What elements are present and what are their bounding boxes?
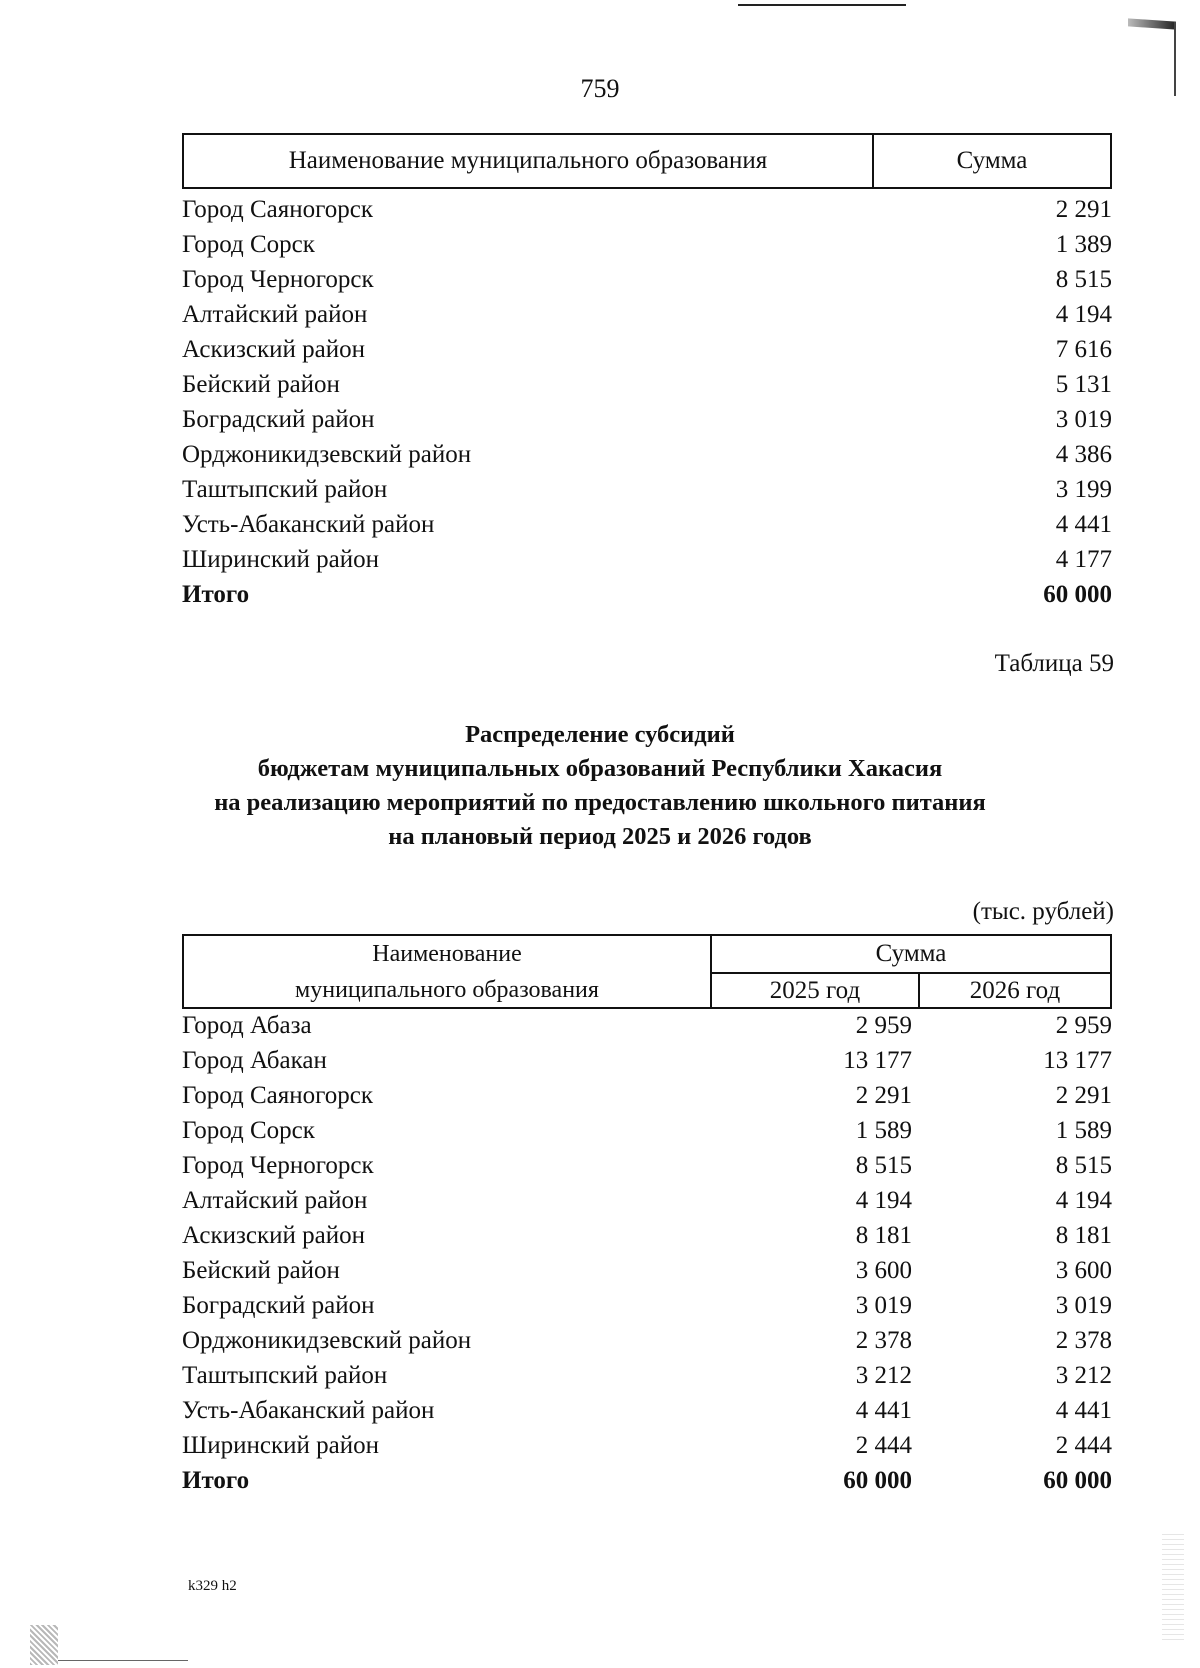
- title-line: на реализацию мероприятий по предоставлению школьного питания: [214, 789, 986, 816]
- amount-2026: 3 600: [1055, 1256, 1112, 1284]
- footer-code: k329 h2: [188, 1578, 237, 1594]
- municipality-name: Город Сорск: [182, 1116, 315, 1144]
- table-row: [182, 1358, 1112, 1393]
- table-row: [182, 472, 1112, 507]
- title-line: бюджетам муниципальных образований Республики Хакасия: [257, 755, 943, 782]
- amount-2025: 2 959: [855, 1011, 912, 1039]
- amount-2026: 4 194: [1055, 1186, 1112, 1214]
- table-row: [182, 1323, 1112, 1358]
- table-row: [182, 332, 1112, 367]
- amount-2025: 3 019: [855, 1291, 912, 1319]
- municipality-name: Боградский район: [182, 1291, 375, 1319]
- table-row: [182, 1008, 1112, 1043]
- table-row: [182, 367, 1112, 402]
- bottom-rule: [58, 1660, 188, 1661]
- amount-2026: 2 291: [1055, 1081, 1112, 1109]
- table-row: [182, 1218, 1112, 1253]
- amount-2025: 3 212: [855, 1361, 912, 1389]
- total-label: Итого: [182, 580, 250, 608]
- total-value: 60 000: [1043, 580, 1112, 608]
- municipality-name: Город Черногорск: [182, 1151, 374, 1179]
- municipality-name: Город Черногорск: [182, 265, 374, 293]
- amount-value: 5 131: [1055, 370, 1112, 398]
- amount-2026: 13 177: [1043, 1046, 1112, 1074]
- table2-header-year-2026: 2026 год: [969, 977, 1061, 1004]
- amount-value: 1 389: [1055, 230, 1112, 258]
- top-rule: [738, 4, 906, 6]
- scan-artifact-stamp: [30, 1625, 58, 1665]
- municipality-name: Аскизский район: [182, 1221, 366, 1249]
- table2-header-sum: Сумма: [712, 936, 1110, 974]
- scan-artifact-corner: [1128, 18, 1176, 29]
- amount-2026: 8 515: [1055, 1151, 1112, 1179]
- municipality-name: Город Саяногорск: [182, 195, 374, 223]
- municipality-name: Бейский район: [182, 1256, 340, 1284]
- municipality-name: Город Абакан: [182, 1046, 327, 1074]
- amount-value: 3 199: [1055, 475, 1112, 503]
- municipality-name: Таштыпский район: [182, 475, 388, 503]
- municipality-name: Ширинский район: [182, 1431, 379, 1459]
- municipality-name: Бейский район: [182, 370, 340, 398]
- amount-2026: 1 589: [1055, 1116, 1112, 1144]
- municipality-name: Алтайский район: [182, 1186, 368, 1214]
- table2-header-name: [184, 936, 712, 1007]
- title-line: Распределение субсидий: [465, 721, 735, 748]
- municipality-name: Город Саяногорск: [182, 1081, 374, 1109]
- table-row: [182, 192, 1112, 227]
- amount-2025: 2 291: [855, 1081, 912, 1109]
- municipality-name: Аскизский район: [182, 335, 366, 363]
- page-number: 759: [580, 74, 620, 103]
- table-row: [182, 227, 1112, 262]
- municipality-name: Орджоникидзевский район: [182, 440, 472, 468]
- amount-2026: 8 181: [1055, 1221, 1112, 1249]
- municipality-name: Алтайский район: [182, 300, 368, 328]
- amount-2025: 4 441: [855, 1396, 912, 1424]
- amount-2025: 4 194: [855, 1186, 912, 1214]
- amount-2026: 2 959: [1055, 1011, 1112, 1039]
- amount-value: 3 019: [1055, 405, 1112, 433]
- amount-2025: 8 181: [855, 1221, 912, 1249]
- table1-header-sum: Сумма: [956, 147, 1028, 174]
- table-row: [182, 1078, 1112, 1113]
- table-row: [182, 1393, 1112, 1428]
- table-row: [182, 1288, 1112, 1323]
- units-label: (тыс. рублей): [972, 898, 1114, 925]
- table-total-row: [182, 577, 1112, 612]
- amount-value: 4 177: [1055, 545, 1112, 573]
- table-row: [182, 402, 1112, 437]
- amount-2025: 8 515: [855, 1151, 912, 1179]
- municipality-name: Город Абаза: [182, 1011, 312, 1039]
- table-row: [182, 1148, 1112, 1183]
- table-row: [182, 262, 1112, 297]
- municipality-name: Боградский район: [182, 405, 375, 433]
- table-number: Таблица 59: [994, 650, 1114, 677]
- amount-value: 7 616: [1055, 335, 1112, 363]
- amount-2026: 3 212: [1055, 1361, 1112, 1389]
- table2-body: [182, 1008, 1112, 1498]
- table-row: [182, 437, 1112, 472]
- amount-value: 8 515: [1055, 265, 1112, 293]
- municipality-name: Усть-Абаканский район: [182, 1396, 435, 1424]
- table-row: [182, 1113, 1112, 1148]
- table2-header-year-2025: 2025 год: [712, 974, 920, 1007]
- header-name-line2: муниципального образования: [295, 977, 599, 1003]
- amount-value: 2 291: [1055, 195, 1112, 223]
- table-row: [182, 1183, 1112, 1218]
- table2-header: [182, 934, 1112, 1009]
- amount-2025: 1 589: [855, 1116, 912, 1144]
- amount-2025: 3 600: [855, 1256, 912, 1284]
- scan-artifact-noise: [1162, 1530, 1184, 1640]
- municipality-name: Ширинский район: [182, 545, 379, 573]
- table2-title: [0, 718, 1200, 854]
- total-label: Итого: [182, 1466, 250, 1494]
- title-line: на плановый период 2025 и 2026 годов: [388, 823, 812, 850]
- amount-2025: 13 177: [843, 1046, 912, 1074]
- amount-2026: 2 378: [1055, 1326, 1112, 1354]
- amount-2026: 2 444: [1055, 1431, 1112, 1459]
- table-row: [182, 542, 1112, 577]
- table-row: [182, 1253, 1112, 1288]
- table1-header-name: Наименование муниципального образования: [184, 135, 874, 187]
- table-row: [182, 1043, 1112, 1078]
- municipality-name: Город Сорск: [182, 230, 315, 258]
- header-name-line1: Наименование: [372, 941, 522, 967]
- table1-body: [182, 192, 1112, 612]
- amount-2025: 2 444: [855, 1431, 912, 1459]
- table-row: [182, 1428, 1112, 1463]
- amount-2025: 2 378: [855, 1326, 912, 1354]
- total-2026: 60 000: [1043, 1466, 1112, 1494]
- amount-2026: 3 019: [1055, 1291, 1112, 1319]
- total-2025: 60 000: [843, 1466, 912, 1494]
- table-total-row: [182, 1463, 1112, 1498]
- table-row: [182, 297, 1112, 332]
- amount-value: 4 194: [1055, 300, 1112, 328]
- municipality-name: Усть-Абаканский район: [182, 510, 435, 538]
- amount-2026: 4 441: [1055, 1396, 1112, 1424]
- table1-header: [182, 133, 1112, 189]
- amount-value: 4 441: [1055, 510, 1112, 538]
- amount-value: 4 386: [1055, 440, 1112, 468]
- municipality-name: Орджоникидзевский район: [182, 1326, 472, 1354]
- table-row: [182, 507, 1112, 542]
- municipality-name: Таштыпский район: [182, 1361, 388, 1389]
